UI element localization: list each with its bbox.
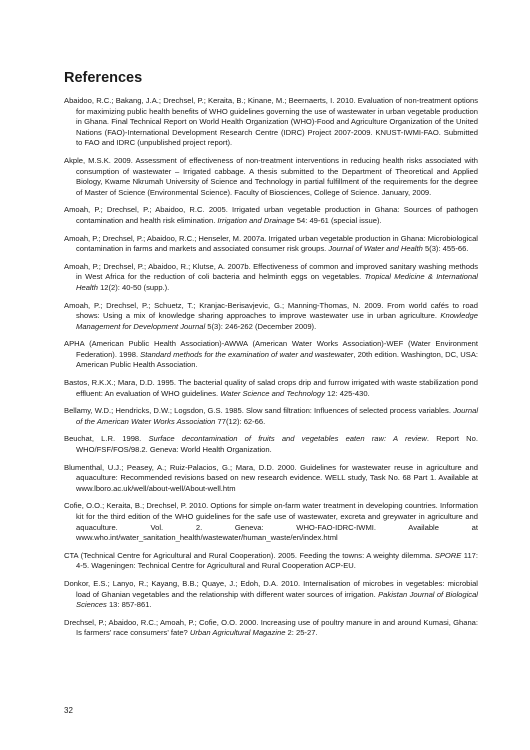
reference-item: [64, 301, 478, 333]
reference-item: [64, 579, 478, 611]
page-title: References: [64, 70, 143, 86]
reference-source: Tropical Medicine & International Health: [76, 272, 478, 292]
reference-details: 12(2): 40-50 (supp.).: [97, 282, 170, 292]
reference-text: Bastos, R.K.X.; Mara, D.D. 1995. The bacterial quality of salad crops drip and furrow irrigated with waste stabilization pond effluent: An evaluation of WHO guidelines.: [64, 378, 478, 398]
reference-source: SPORE: [434, 550, 462, 560]
page-number: 32: [64, 706, 73, 715]
reference-source: Water Science and Technology: [220, 388, 325, 398]
reference-list: [64, 96, 478, 646]
reference-item: [64, 262, 478, 294]
reference-details: . Report No. WHO/FSF/FOS/98.2. Geneva: World Health Organization.: [76, 434, 478, 455]
reference-item: [64, 378, 478, 399]
reference-text: Donkor, E.S.; Lanyo, R.; Kayang, B.B.; Quaye, J.; Edoh, D.A. 2010. Internalisation of microbes in vegetables: microbial load of Ghanian vegetables and the relationship with different water sources of irrigation.: [64, 578, 478, 599]
reference-details: 5(3): 246-262 (December 2009).: [205, 321, 317, 331]
reference-item: [64, 501, 478, 543]
reference-source: Urban Agricultural Magazine: [189, 628, 286, 638]
reference-text: Amoah, P.; Drechsel, P.; Abaidoo, R.; Klutse, A. 2007b. Effectiveness of common and improved sanitary washing methods in West Africa for the reduction of coli bacteria and helminth eggs on vegetables.: [64, 261, 478, 282]
reference-text: Cofie, O.O.; Keraita, B.; Drechsel, P. 2010. Options for simple on-farm water treatment in developing countries. Information kit for the third edition of the WHO guidelines for the safe use of wastewater, excreta and greywater in agriculture and aquaculture. Vol. 2. Geneva: WHO-FAO-IDRC-IWMI. Available at www.who.int/water_sanitation_health/wastewater/human_waste/en/index.html: [64, 501, 478, 543]
reference-item: [64, 156, 478, 198]
reference-text: Amoah, P.; Drechsel, P.; Schuetz, T.; Kranjac-Berisavjevic, G.; Manning-Thomas, N. 2009. From world cafés to road shows: Using a mix of knowledge sharing approaches to improve wastewater use in urban agriculture.: [64, 300, 478, 321]
reference-details: 12: 425-430.: [324, 388, 370, 398]
reference-item: [64, 96, 478, 149]
reference-item: [64, 551, 478, 572]
reference-details: 2: 25-27.: [285, 628, 318, 638]
reference-details: 54: 49-61 (special issue).: [294, 215, 382, 225]
reference-item: [64, 339, 478, 371]
reference-text: Amoah, P.; Drechsel, P.; Abaidoo, R.C. 2005. Irrigated urban vegetable production in Ghana: Sources of pathogen contamination and health risk elimination.: [64, 205, 478, 225]
reference-details: 117: 4-5. Wageningen: Technical Centre for Agricultural and Rural Cooperation ACP-EU.: [76, 550, 478, 571]
reference-source: Surface decontamination of fruits and vegetables eaten raw: A review: [148, 434, 427, 444]
reference-text: Bellamy, W.D.; Hendricks, D.W.; Logsdon, G.S. 1985. Slow sand filtration: Influences of selected process variables.: [64, 406, 454, 416]
reference-source: Journal of the American Water Works Association: [76, 406, 478, 426]
reference-item: [64, 463, 478, 495]
reference-details: 13: 857-861.: [106, 600, 152, 610]
reference-details: 5(3): 455-66.: [422, 244, 469, 254]
reference-item: [64, 434, 478, 455]
reference-text: Beuchat, L.R. 1998.: [64, 434, 149, 444]
reference-text: APHA (American Public Health Association)-AWWA (American Water Works Association)-WEF (Water Environment Federation). 1998.: [64, 339, 478, 359]
reference-details: 77(12): 62-66.: [215, 416, 266, 426]
reference-source: Knowledge Management for Development Journal: [76, 311, 478, 331]
reference-source: Standard methods for the examination of water and wastewater: [140, 349, 354, 359]
reference-item: [64, 205, 478, 226]
reference-item: [64, 618, 478, 639]
reference-text: Amoah, P.; Drechsel, P.; Abaidoo, R.C.; Henseler, M. 2007a. Irrigated urban vegetable production in Ghana: Microbiological contamination in farms and markets and associated consumer risk groups.: [64, 233, 478, 254]
reference-text: Akple, M.S.K. 2009. Assessment of effectiveness of non-treatment interventions in reducing health risks associated with consumption of wastewater – Irrigated cabbage. A thesis submitted to the Department of Theoretical and Applied Biology, Kwame Nkrumah University of Science and Technology in partial fulfillment of the requirements for the degree of Master of Science (Environmental Science). Faculty of Biosciences, College of Science. January, 2009.: [64, 155, 478, 197]
reference-item: [64, 406, 478, 427]
reference-text: Abaidoo, R.C.; Bakang, J.A.; Drechsel, P.; Keraita, B.; Kinane, M.; Beernaerts, I. 2010. Evaluation of non-treatment options for maximizing public health benefits of WHO guidelines governing the use of wastewater in urban vegetable production in Ghana. Final Technical Report on World Health Organization (WHO)-Food and Agriculture Organization of the United Nations (FAO)-International Development Research Centre (IDRC) Project 2007-2009. KNUST-IWMI-FAO. Submitted to FAO and IDRC (unpublished project report).: [64, 96, 478, 148]
reference-text: Blumenthal, U.J.; Peasey, A.; Ruiz-Palacios, G.; Mara, D.D. 2000. Guidelines for wastewater reuse in agriculture and aquaculture: Recommended revisions based on new research evidence. WELL study, Task No. 68 Part 1. Available at www.lboro.ac.uk/well/about-well/About-well.htm: [64, 462, 478, 493]
reference-text: Drechsel, P.; Abaidoo, R.C.; Amoah, P.; Cofie, O.O. 2000. Increasing use of poultry manure in and around Kumasi, Ghana: Is farmers' race consumers' fate?: [64, 617, 478, 638]
reference-source: Journal of Water and Health: [328, 244, 423, 254]
reference-item: [64, 234, 478, 255]
reference-source: Pakistan Journal of Biological Sciences: [76, 589, 478, 610]
reference-source: Irrigation and Drainage: [217, 215, 295, 225]
reference-details: , 20th edition. Washington, DC, USA: American Public Health Association.: [76, 349, 478, 370]
reference-text: CTA (Technical Centre for Agricultural and Rural Cooperation). 2005. Feeding the towns: A weighty dilemma.: [64, 550, 435, 560]
